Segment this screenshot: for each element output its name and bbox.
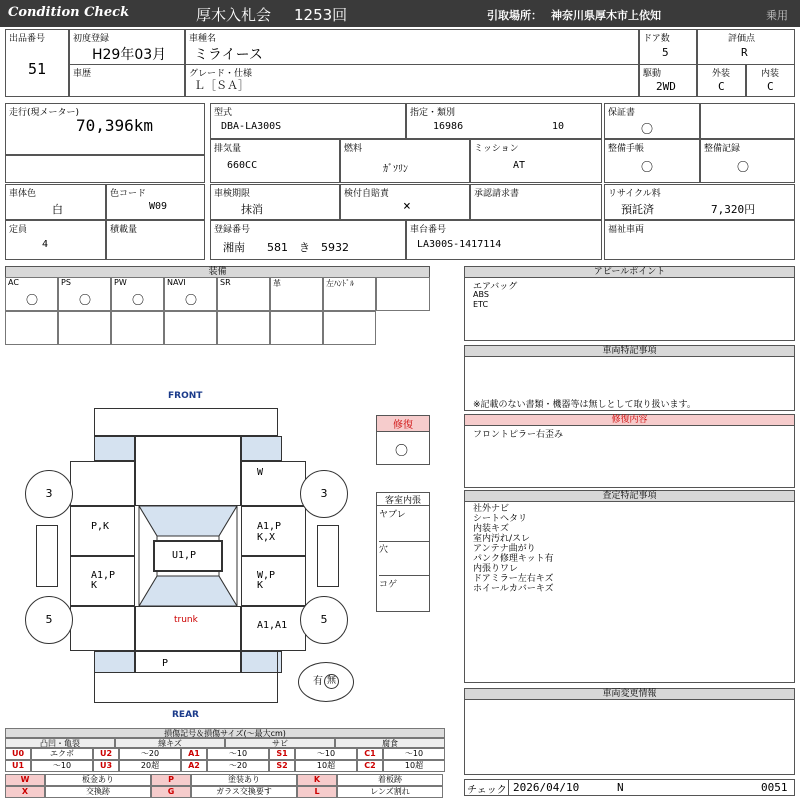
trunk bbox=[135, 606, 241, 651]
legend-code: U2 bbox=[93, 748, 119, 760]
int-cell bbox=[746, 64, 795, 97]
insurance-cell bbox=[340, 184, 470, 220]
legend-group: サビ bbox=[225, 738, 335, 748]
score: R bbox=[741, 46, 748, 59]
equipment-item bbox=[58, 277, 111, 311]
assessment-line: ホイールカバーキズ bbox=[473, 584, 554, 594]
color-code-label: 色コード bbox=[110, 189, 147, 199]
spare-value: 有 bbox=[313, 676, 323, 687]
lot-no-cell bbox=[5, 29, 69, 97]
legend-title: 損傷記号＆損傷サイズ(〜最大cm) bbox=[5, 728, 445, 738]
legend-text: 〜10 bbox=[207, 748, 269, 760]
history-cell bbox=[69, 64, 185, 97]
car-diagram bbox=[0, 388, 376, 723]
tire-rl-value: 5 bbox=[45, 613, 53, 626]
drive: 2WD bbox=[656, 80, 676, 93]
equipment-item bbox=[217, 277, 270, 311]
first-reg: H29年03月 bbox=[92, 47, 167, 63]
equipment-header: 装備 bbox=[5, 266, 430, 278]
pickup-place: 神奈川県厚木市上依知 bbox=[551, 9, 661, 22]
displacement-cell bbox=[210, 139, 340, 183]
tire-front-left bbox=[25, 470, 73, 518]
equipment-label: 左ﾊﾝﾄﾞﾙ bbox=[326, 279, 354, 288]
assessment-line: パンク修理キット有 bbox=[473, 554, 554, 564]
mission-label: ミッション bbox=[474, 144, 519, 154]
equipment-blank bbox=[111, 311, 164, 345]
left-rear-door bbox=[70, 556, 135, 606]
score-label: 評価点 bbox=[728, 34, 756, 44]
doors: 5 bbox=[662, 46, 669, 59]
right-mirror bbox=[317, 525, 339, 587]
vehicle-name: ミライース bbox=[194, 47, 263, 63]
legend-text: 交換跡 bbox=[45, 786, 151, 798]
category-label: 乗用 bbox=[766, 9, 788, 22]
repair-content-text: フロントピラー右歪み bbox=[473, 430, 564, 440]
equipment-value: 〇 bbox=[26, 293, 39, 307]
assessment-box bbox=[464, 501, 795, 683]
left-mirror bbox=[36, 525, 58, 587]
capacity-cell bbox=[5, 220, 106, 260]
legend-text: 塗装あり bbox=[191, 774, 297, 786]
cabin-row-0: ヤブレ bbox=[379, 507, 429, 542]
record-label: 整備記録 bbox=[704, 144, 741, 154]
recycle-label: リサイクル料 bbox=[608, 189, 661, 199]
grade-label: グレード・仕様 bbox=[189, 69, 253, 79]
legend-code: A2 bbox=[181, 760, 207, 772]
header-bar bbox=[0, 0, 800, 27]
appeal-header: アピールポイント bbox=[464, 266, 795, 278]
legend-code: C2 bbox=[357, 760, 383, 772]
legend-code: U3 bbox=[93, 760, 119, 772]
front-light-right bbox=[241, 436, 282, 461]
warranty-cell bbox=[604, 103, 700, 139]
int: C bbox=[767, 80, 774, 93]
equipment-blank bbox=[58, 311, 111, 345]
grade: Ｌ［ＳＡ］ bbox=[194, 79, 249, 92]
displacement: 660CC bbox=[227, 160, 258, 171]
legend-group: 凸凹・亀裂 bbox=[5, 738, 115, 748]
inspection-cell bbox=[210, 184, 340, 220]
recycle-status: 預託済 bbox=[621, 203, 654, 216]
assessment-list bbox=[473, 504, 554, 594]
assessment-line: アンテナ曲がり bbox=[473, 544, 536, 554]
welfare-cell bbox=[604, 220, 795, 260]
assessment-line: 室内汚れ/スレ bbox=[473, 534, 531, 544]
repair-title-bg bbox=[377, 416, 429, 432]
legend-code: G bbox=[151, 786, 191, 798]
equipment-label: NAVI bbox=[167, 278, 186, 287]
equipment-item bbox=[270, 277, 323, 311]
left-quarter bbox=[70, 606, 135, 651]
inspection-label: 車検期限 bbox=[214, 189, 251, 199]
equipment-blank bbox=[217, 311, 270, 345]
legend-code: K bbox=[297, 774, 337, 786]
front-label: FRONT bbox=[168, 391, 203, 401]
check-label: チェック bbox=[467, 785, 507, 796]
lot-no-label: 出品番号 bbox=[9, 34, 46, 44]
drive-label: 駆動 bbox=[643, 69, 662, 79]
lot-no: 51 bbox=[28, 60, 47, 78]
model-label: 型式 bbox=[214, 108, 233, 118]
ext-cell bbox=[697, 64, 746, 97]
legend-group: 腐食 bbox=[335, 738, 445, 748]
cabin-title: 客室内張 bbox=[377, 493, 429, 506]
assessment-line: 内張りワレ bbox=[473, 564, 519, 574]
recycle-fee: 7,320円 bbox=[711, 203, 756, 216]
check-date: 2026/04/10 bbox=[513, 781, 580, 794]
mileage-cell bbox=[5, 103, 205, 155]
check-mark: N bbox=[617, 781, 624, 794]
chassis-cell bbox=[406, 220, 602, 260]
capacity: 4 bbox=[42, 239, 49, 250]
legend-text: 着板跡 bbox=[337, 774, 443, 786]
legend bbox=[5, 728, 445, 798]
name-cell bbox=[185, 29, 639, 65]
tire-front-right bbox=[300, 470, 348, 518]
record-cell bbox=[700, 139, 795, 183]
notes-footer: ※記載のない書類・機器等は無しとして取り扱います。 bbox=[473, 400, 696, 410]
legend-text: 板金あり bbox=[45, 774, 151, 786]
legend-text: 10超 bbox=[295, 760, 357, 772]
changes-box bbox=[464, 699, 795, 775]
legend-text: 〜10 bbox=[31, 760, 93, 772]
equipment-value: 〇 bbox=[185, 293, 198, 307]
legend-rows2 bbox=[5, 774, 445, 798]
appeal-line-0: エアバッグ bbox=[473, 282, 518, 292]
trunk-label: trunk bbox=[174, 615, 198, 625]
repair-content-box bbox=[464, 425, 795, 488]
record: 〇 bbox=[737, 160, 750, 174]
legend-text: 〜20 bbox=[207, 760, 269, 772]
manual-cell bbox=[604, 139, 700, 183]
repair-title: 修復 bbox=[393, 420, 413, 431]
legend-text: 20超 bbox=[119, 760, 181, 772]
changes-header: 車両変更情報 bbox=[464, 688, 795, 700]
sheet-title: Condition Check bbox=[8, 5, 130, 20]
body-color-label: 車体色 bbox=[9, 189, 37, 199]
right-front-fender bbox=[241, 461, 306, 506]
equipment-label: 革 bbox=[273, 279, 281, 288]
chassis: LA300S-1417114 bbox=[417, 239, 502, 250]
right-quarter bbox=[241, 606, 306, 651]
legend-text: エクボ bbox=[31, 748, 93, 760]
equipment-value: 〇 bbox=[132, 293, 145, 307]
legend-text: レンズ割れ bbox=[337, 786, 443, 798]
equipment-label: SR bbox=[220, 278, 231, 287]
assessment-line: 社外ナビ bbox=[473, 504, 510, 514]
fuel: ｶﾞｿﾘﾝ bbox=[383, 164, 408, 175]
equipment-item bbox=[5, 277, 58, 311]
right-front-text-1: A1,P bbox=[257, 521, 282, 532]
tire-rear-left bbox=[25, 596, 73, 644]
legend-groups bbox=[5, 738, 445, 748]
model: DBA-LA300S bbox=[221, 121, 282, 132]
color-code: W09 bbox=[149, 201, 168, 212]
doors-cell bbox=[639, 29, 697, 65]
front-bumper bbox=[94, 408, 278, 436]
load-label: 積載量 bbox=[110, 225, 138, 235]
legend-code: W bbox=[5, 774, 45, 786]
claim-label: 承認請求書 bbox=[474, 189, 520, 199]
spare-mark: 無 bbox=[324, 674, 339, 689]
int-label: 内装 bbox=[761, 69, 780, 79]
roof-text: U1,P bbox=[172, 550, 197, 561]
session-number: 1253回 bbox=[294, 6, 348, 24]
name-label: 車種名 bbox=[189, 34, 217, 44]
equipment-item bbox=[164, 277, 217, 311]
tire-fl-value: 3 bbox=[45, 487, 53, 500]
legend-group: 線キズ bbox=[115, 738, 225, 748]
plate-cell bbox=[210, 220, 406, 260]
legend-code: U0 bbox=[5, 748, 31, 760]
claim-cell bbox=[470, 184, 602, 220]
legend-code: U1 bbox=[5, 760, 31, 772]
insurance: × bbox=[403, 199, 411, 214]
cabin-row-2: コゲ bbox=[379, 580, 398, 590]
recycle-cell bbox=[604, 184, 795, 220]
ext: C bbox=[718, 80, 725, 93]
left-front-fender bbox=[70, 461, 135, 506]
body-color: 白 bbox=[52, 203, 63, 216]
tire-fr-value: 3 bbox=[320, 487, 328, 500]
equipment-blank bbox=[164, 311, 217, 345]
legend-code: S2 bbox=[269, 760, 295, 772]
auction-name: 厚木入札会 bbox=[196, 6, 272, 24]
history-label: 車歴 bbox=[73, 69, 92, 79]
chassis-label: 車台番号 bbox=[410, 225, 447, 235]
right-rear-text-1: W,P bbox=[257, 570, 276, 581]
warranty-blank bbox=[700, 103, 795, 139]
repair-content-title: 修復内容 bbox=[611, 415, 648, 425]
mileage: 70,396km bbox=[76, 116, 154, 135]
rear-bumper bbox=[94, 651, 278, 703]
fuel-label: 燃料 bbox=[344, 144, 363, 154]
legend-text: 〜10 bbox=[295, 748, 357, 760]
load-cell bbox=[106, 220, 205, 260]
rear-label: REAR bbox=[172, 710, 199, 720]
legend-text: 〜20 bbox=[119, 748, 181, 760]
designation-cell bbox=[406, 103, 602, 139]
designation: 16986 bbox=[433, 121, 464, 132]
warranty-label: 保証書 bbox=[608, 108, 636, 118]
mileage-label: 走行(現メーター) bbox=[9, 108, 80, 118]
displacement-label: 排気量 bbox=[214, 144, 242, 154]
notes-header: 車両特記事項 bbox=[464, 345, 795, 357]
appeal-box bbox=[464, 277, 795, 341]
mission: AT bbox=[513, 160, 526, 171]
right-top-text: W bbox=[257, 467, 264, 478]
spare-tire bbox=[298, 662, 354, 702]
check-divider bbox=[508, 780, 509, 795]
fuel-cell bbox=[340, 139, 470, 183]
legend-code: A1 bbox=[181, 748, 207, 760]
mileage-subcell bbox=[5, 155, 205, 183]
appeal-line-2: ETC bbox=[473, 300, 489, 309]
color-code-cell bbox=[106, 184, 205, 220]
roof bbox=[153, 540, 223, 572]
right-front-door bbox=[241, 506, 306, 556]
model-cell bbox=[210, 103, 406, 139]
equipment-label: PS bbox=[61, 278, 71, 287]
legend-code: L bbox=[297, 786, 337, 798]
grade-cell bbox=[185, 64, 639, 97]
assessment-line: シートヘタリ bbox=[473, 514, 528, 524]
right-front-text-2: K,X bbox=[257, 532, 276, 543]
inspection: 抹消 bbox=[241, 203, 263, 216]
mission-cell bbox=[470, 139, 602, 183]
front-light-left bbox=[94, 436, 135, 461]
manual: 〇 bbox=[641, 160, 654, 174]
cabin-row-1: 穴 bbox=[379, 542, 429, 576]
plate-label: 登録番号 bbox=[214, 225, 251, 235]
equipment-label: AC bbox=[8, 278, 19, 287]
check-bar bbox=[464, 779, 795, 796]
appeal-line-1: ABS bbox=[473, 290, 489, 299]
equipment-blank bbox=[270, 311, 323, 345]
ext-label: 外装 bbox=[712, 69, 731, 79]
right-rear-text-2: K bbox=[257, 580, 264, 591]
legend-text: 〜10 bbox=[383, 748, 445, 760]
legend-code: C1 bbox=[357, 748, 383, 760]
equipment-grid bbox=[5, 277, 430, 345]
assessment-line: 内装キズ bbox=[473, 524, 509, 534]
right-rear-door bbox=[241, 556, 306, 606]
equipment-blank bbox=[5, 311, 58, 345]
notes-box bbox=[464, 356, 795, 411]
designation-label: 指定・類別 bbox=[410, 108, 456, 118]
equipment-value: 〇 bbox=[79, 293, 92, 307]
cabin-box bbox=[376, 492, 430, 612]
left-front-text: P,K bbox=[91, 521, 110, 532]
pickup-label: 引取場所： bbox=[487, 9, 542, 22]
welfare-label: 福祉車両 bbox=[608, 225, 645, 235]
equipment-item bbox=[111, 277, 164, 311]
left-front-door bbox=[70, 506, 135, 556]
tire-rear-right bbox=[300, 596, 348, 644]
legend-code: X bbox=[5, 786, 45, 798]
first-reg-cell bbox=[69, 29, 185, 65]
repair-value: 〇 bbox=[395, 444, 409, 459]
left-rear-text-2: K bbox=[91, 580, 98, 591]
assessment-header: 査定特記事項 bbox=[464, 490, 795, 502]
right-bottom-text: A1,A1 bbox=[257, 620, 288, 631]
equipment-item bbox=[323, 277, 376, 311]
drive-cell bbox=[639, 64, 697, 97]
legend-text: ガラス交換要す bbox=[191, 786, 297, 798]
first-reg-label: 初度登録 bbox=[73, 34, 110, 44]
equipment-extra bbox=[376, 277, 430, 311]
insurance-label: 検付自賠責 bbox=[344, 189, 390, 199]
check-number: 0051 bbox=[761, 781, 788, 794]
score-cell bbox=[697, 29, 795, 65]
repair-box bbox=[376, 415, 430, 465]
warranty: 〇 bbox=[641, 122, 654, 136]
body-color-cell bbox=[5, 184, 106, 220]
assessment-line: ドアミラー左右キズ bbox=[473, 574, 554, 584]
equipment-blank bbox=[323, 311, 376, 345]
capacity-label: 定員 bbox=[9, 225, 28, 235]
hood bbox=[135, 436, 241, 506]
left-rear-text-1: A1,P bbox=[91, 570, 116, 581]
tire-rr-value: 5 bbox=[320, 613, 328, 626]
doors-label: ドア数 bbox=[643, 34, 670, 44]
legend-code: P bbox=[151, 774, 191, 786]
rear-bumper-text: P bbox=[162, 658, 169, 669]
legend-code: S1 bbox=[269, 748, 295, 760]
class: 10 bbox=[552, 121, 565, 132]
equipment-label: PW bbox=[114, 278, 127, 287]
manual-label: 整備手帳 bbox=[608, 144, 645, 154]
plate: 湘南 581 き 5932 bbox=[223, 241, 349, 254]
legend-text: 10超 bbox=[383, 760, 445, 772]
legend-rows bbox=[5, 748, 445, 772]
